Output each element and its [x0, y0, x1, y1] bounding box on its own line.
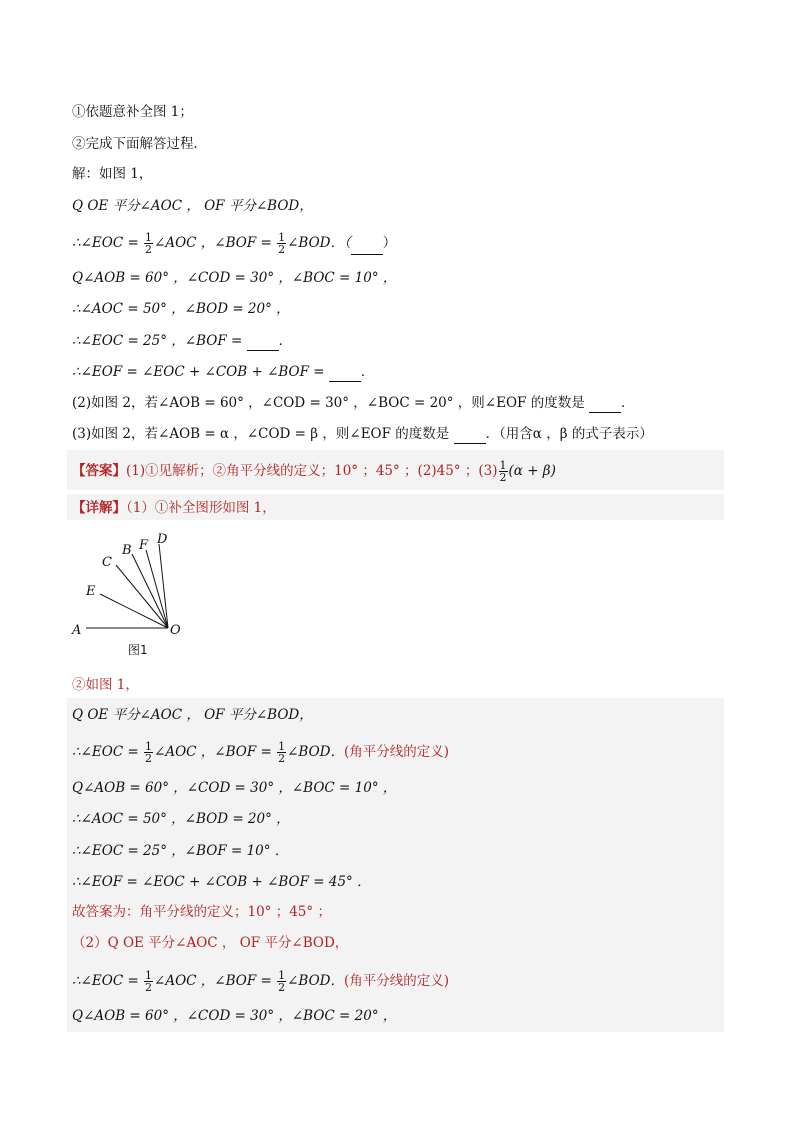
question-line-3: 解：如图 1，: [72, 166, 153, 182]
denominator: 2: [278, 981, 286, 994]
text: ∠BOD．: [287, 973, 344, 989]
answer-text: (1)①见解析；②角平分线的定义；10° ；45° ；(2)45° ；(3): [126, 463, 498, 479]
solution-line-11: Q∠AOB = 60° ，∠COD = 30° ，∠BOC = 20° ，: [72, 1008, 397, 1024]
denominator: 2: [499, 471, 507, 484]
answer-blank: [329, 367, 361, 382]
solution-line-10: [72, 970, 449, 993]
text: ∠AOC ，∠BOF =: [154, 744, 277, 760]
solution-line-8: 故答案为：角平分线的定义；10° ；45° ；: [72, 904, 331, 920]
solution-line-4: Q∠AOB = 60° ，∠COD = 30° ，∠BOC = 10° ，: [72, 780, 397, 796]
question-line-7: ∴∠AOC = 50° ，∠BOD = 20° ，: [72, 301, 290, 317]
text: ∴∠EOC =: [72, 235, 144, 251]
label-c: C: [102, 555, 112, 570]
fraction-half: [144, 970, 153, 993]
reason: (角平分线的定义): [343, 744, 450, 760]
detail-line: [72, 498, 276, 518]
label-a: A: [72, 623, 82, 638]
fraction-half: [144, 232, 153, 255]
text: ．: [360, 364, 375, 380]
numerator: 1: [278, 740, 286, 753]
text: ）: [382, 235, 397, 251]
answer-tag: 【答案】: [72, 463, 126, 479]
solution-line-5: ∴∠AOC = 50° ，∠BOD = 20° ，: [72, 811, 290, 827]
text: (2)如图 2，若∠AOB = 60° ，∠COD = 30° ，∠BOC = 20° ，则∠EOF 的度数是: [72, 395, 589, 411]
fraction-half: [277, 232, 286, 255]
solution-line-6: ∴∠EOC = 25° ，∠BOF = 10° ．: [72, 843, 289, 859]
numerator: 1: [145, 969, 153, 982]
solution-line-9: [72, 933, 348, 953]
numerator: 1: [145, 740, 153, 753]
question-line-6: Q∠AOB = 60° ，∠COD = 30° ，∠BOC = 10° ，: [72, 270, 397, 286]
numerator: 1: [278, 969, 286, 982]
answer-blank: [351, 240, 383, 255]
question-line-9: [72, 362, 374, 382]
denominator: 2: [145, 243, 153, 256]
answer-tail: (α + β): [508, 463, 556, 479]
text: ．: [621, 395, 635, 411]
denominator: 2: [278, 243, 286, 256]
text: ．（用含α ，β 的式子表示）: [485, 426, 653, 442]
text: （2）Q OE 平分∠AOC ， OF 平分∠BOD，: [72, 935, 349, 951]
denominator: 2: [278, 752, 286, 765]
question-line-11: [72, 424, 653, 444]
text: ．: [278, 333, 293, 349]
figure-caption: 图1: [128, 643, 148, 657]
label-f: F: [139, 538, 149, 553]
ray-oe: [100, 594, 168, 628]
fraction-half: [144, 741, 153, 764]
numerator: 1: [145, 231, 153, 244]
question-line-2: ②完成下面解答过程．: [72, 136, 207, 152]
question-line-10: [72, 393, 635, 413]
detail-tag: 【详解】: [72, 500, 126, 516]
text: ∴∠EOF = ∠EOC + ∠COB + ∠BOF =: [72, 364, 329, 380]
question-line-4: Q OE 平分∠AOC ， OF 平分∠BOD，: [72, 198, 313, 214]
ray-od: [159, 544, 168, 628]
text: ∴∠EOC =: [72, 744, 144, 760]
text: (3)如图 2，若∠AOB = α ，∠COD = β ，则∠EOF 的度数是: [72, 426, 454, 442]
label-d: D: [157, 532, 168, 547]
numerator: 1: [278, 231, 286, 244]
fraction-half: [499, 460, 508, 483]
denominator: 2: [145, 981, 153, 994]
question-line-8: [72, 331, 292, 351]
text: ∴∠EOC =: [72, 973, 144, 989]
fraction-half: [277, 741, 286, 764]
answer-blank: [454, 429, 486, 444]
solution-line-1: ②如图 1，: [72, 677, 139, 693]
text: ∠AOC ，∠BOF =: [154, 235, 277, 251]
denominator: 2: [145, 752, 153, 765]
reason: (角平分线的定义): [343, 973, 450, 989]
figure-1: [70, 530, 190, 660]
fraction-half: [277, 970, 286, 993]
text: ∠AOC ，∠BOF =: [154, 973, 277, 989]
answer-line: [72, 460, 556, 483]
answer-blank: [589, 398, 621, 413]
numerator: 1: [499, 459, 507, 472]
text: ∠BOD．（: [287, 235, 351, 251]
label-e: E: [86, 584, 96, 599]
solution-line-3: [72, 741, 449, 764]
detail-text: （1）①补全图形如图 1，: [126, 500, 276, 516]
label-o: O: [170, 623, 181, 638]
question-line-5: [72, 232, 396, 255]
question-line-1: ①依题意补全图 1；: [72, 104, 193, 120]
text: ∴∠EOC = 25° ，∠BOF =: [72, 333, 247, 349]
solution-line-7: ∴∠EOF = ∠EOC + ∠COB + ∠BOF = 45° ．: [72, 874, 371, 890]
text: ∠BOD．: [287, 744, 344, 760]
answer-blank: [247, 336, 279, 351]
label-b: B: [122, 543, 132, 558]
solution-line-2: Q OE 平分∠AOC ， OF 平分∠BOD，: [72, 707, 313, 723]
